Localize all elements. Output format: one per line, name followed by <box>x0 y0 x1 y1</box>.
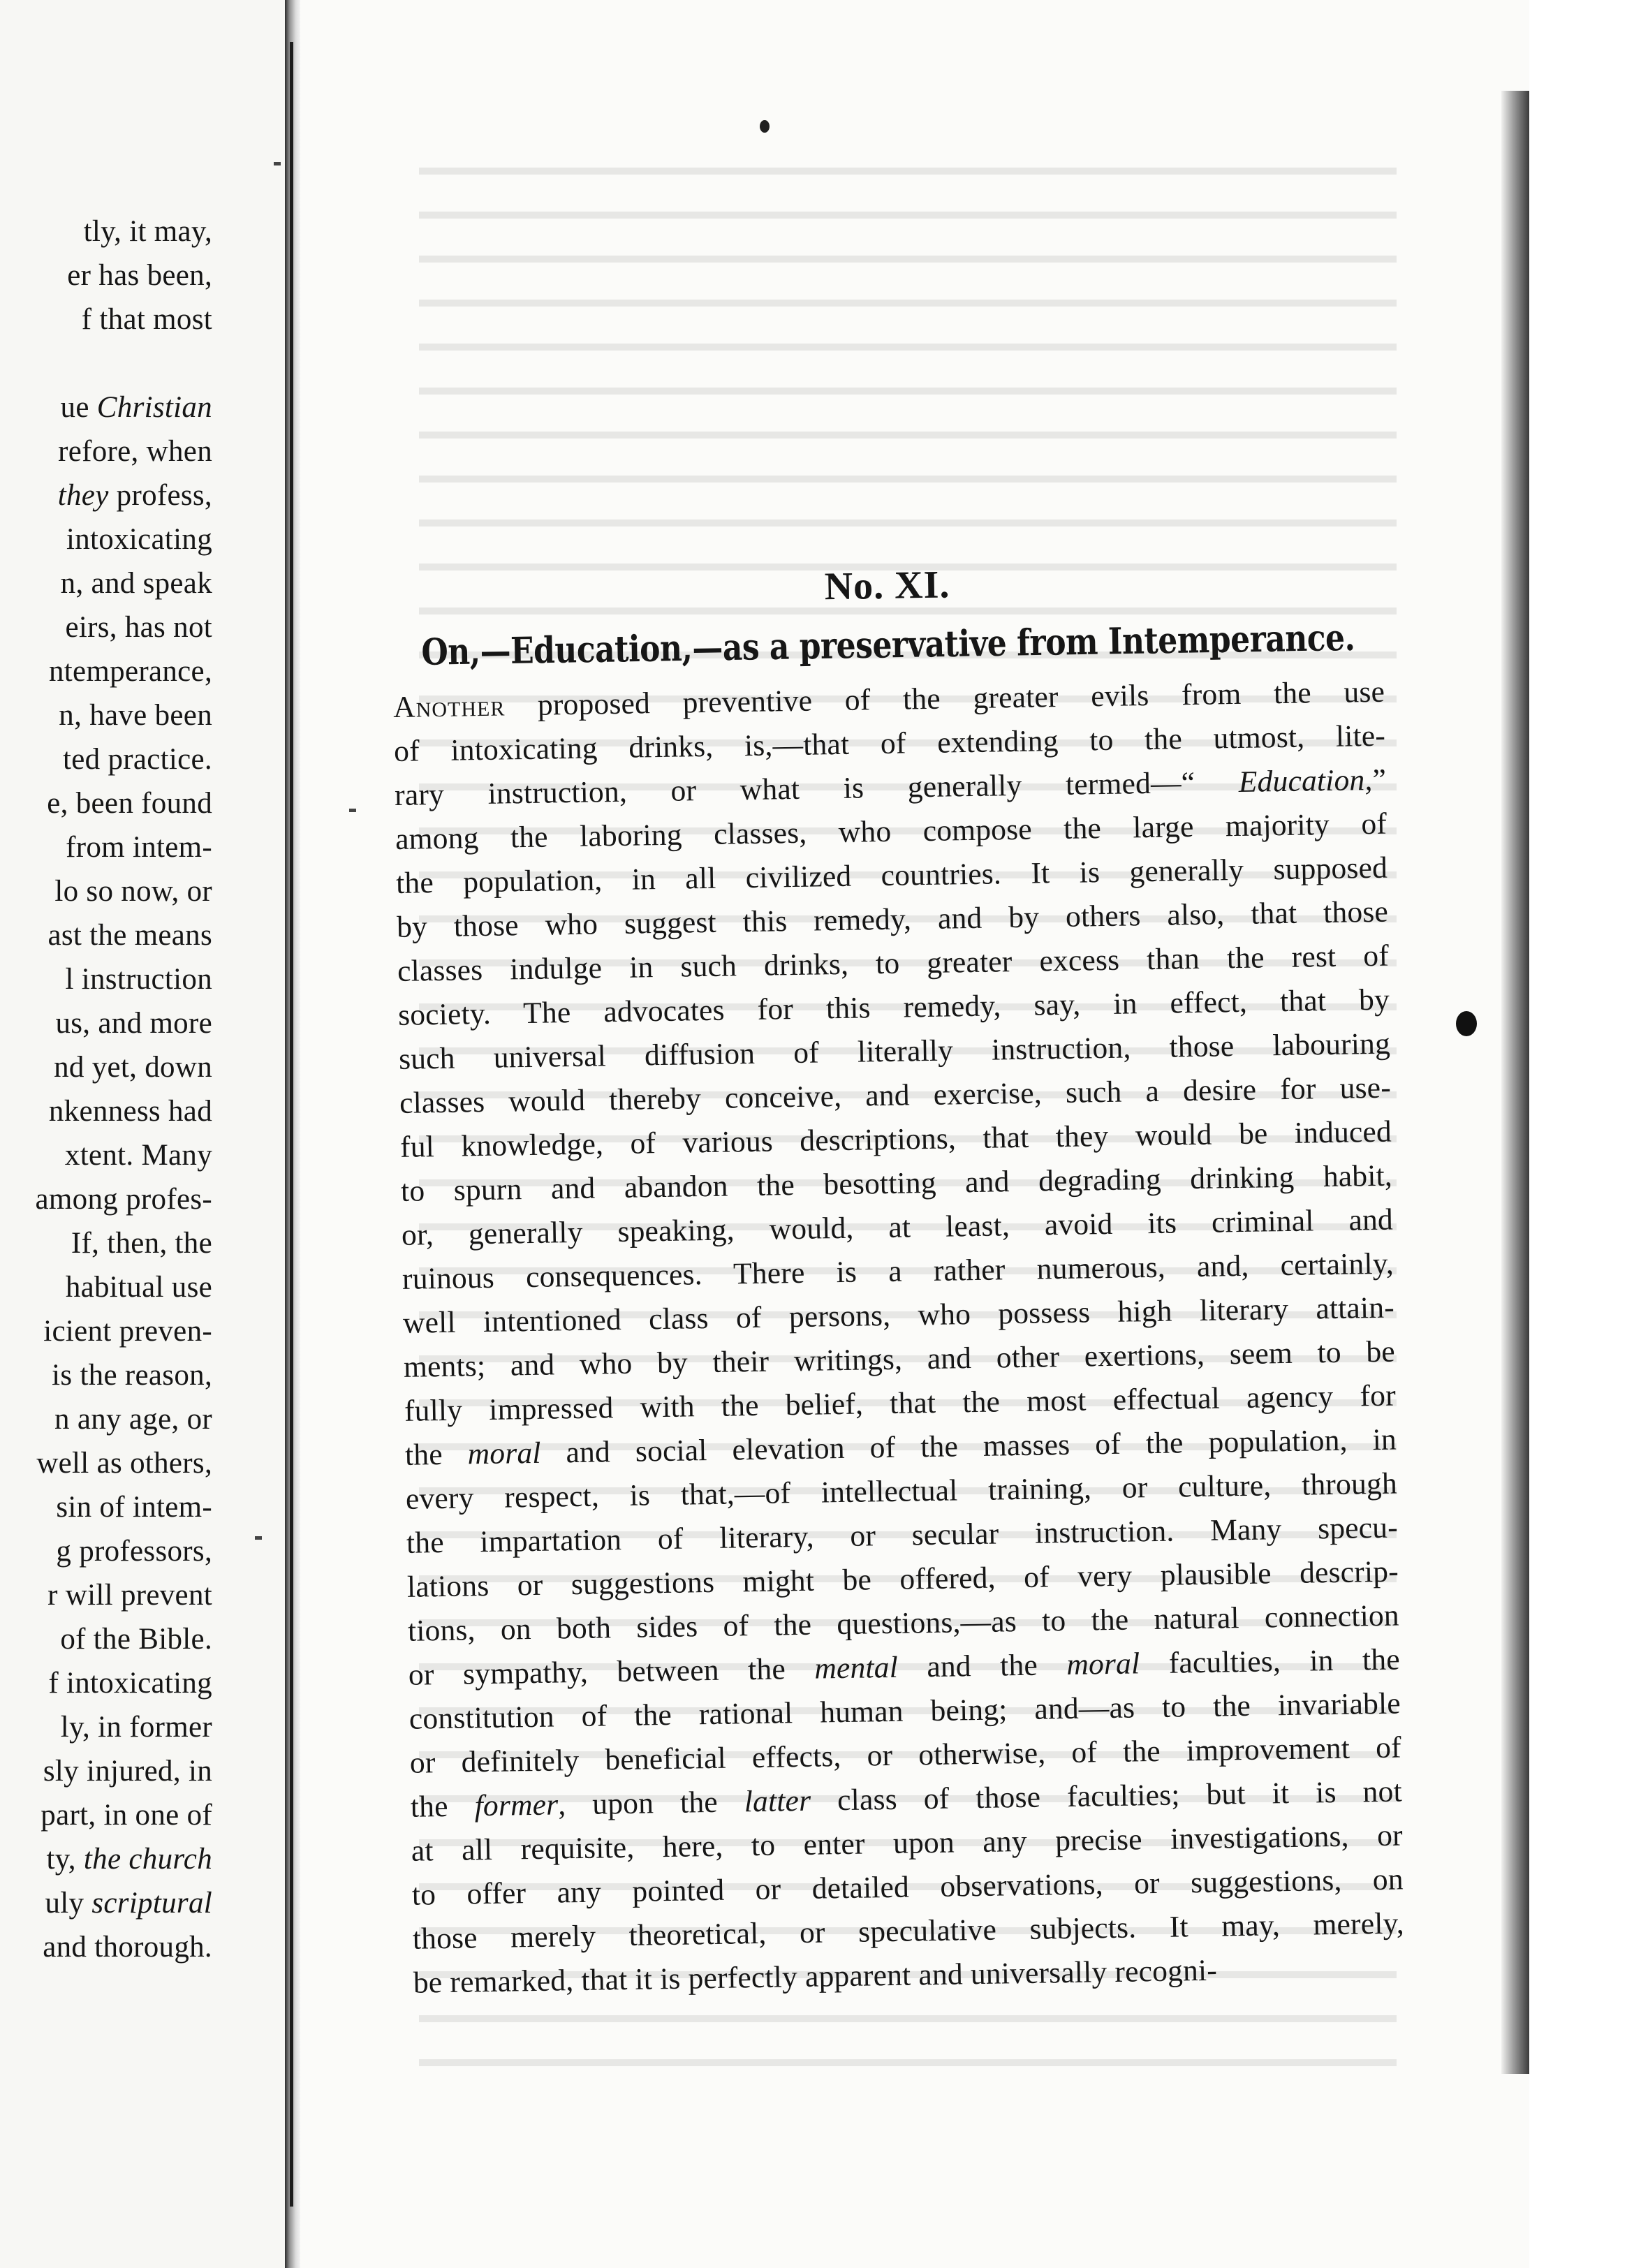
drop-word: Another <box>392 688 506 724</box>
left-text-line: among profes- <box>35 1183 212 1216</box>
left-text-line: well as others, <box>36 1447 212 1480</box>
left-text-line: part, in one of <box>41 1799 212 1832</box>
article-text-line: to offer any pointed or detailed observations, or suggestions, on <box>411 1862 1404 1912</box>
article-text-line: those merely theoretical, or speculative subjects. It may, merely, <box>412 1906 1405 1956</box>
left-text-line: ue Christian <box>60 391 212 424</box>
ink-spot <box>760 120 770 133</box>
article-text-line: the moral and social elevation of the masses of the population, in <box>404 1422 1397 1472</box>
left-text-line: e, been found <box>47 787 212 820</box>
left-text-line: f intoxicating <box>48 1667 212 1700</box>
article-text-line: among the laboring classes, who compose the large majority of <box>395 807 1388 856</box>
article-text-line: rary instruction, or what is generally termed—“ Education,” <box>394 763 1387 812</box>
article-text-line: well intentioned class of persons, who possess high literary attain- <box>402 1290 1395 1340</box>
article-text-line: by those who suggest this remedy, and by others also, that those <box>396 894 1389 944</box>
left-text-line: If, then, the <box>71 1227 212 1260</box>
article-text-line: or, generally speaking, would, at least, avoid its criminal and <box>401 1202 1394 1252</box>
left-text-line: uly scriptural <box>45 1887 212 1920</box>
article-text-line: society. The advocates for this remedy, say, in effect, that by <box>397 982 1390 1032</box>
article-text-line: every respect, is that,—of intellectual training, or culture, through <box>405 1466 1398 1516</box>
left-page-fragment <box>0 0 285 2268</box>
article-text-line: the population, in all civilized countries. It is generally supposed <box>395 850 1388 900</box>
left-text-line: nkenness had <box>48 1095 212 1128</box>
left-text-line: l instruction <box>65 963 212 996</box>
article-text-line: tions, on both sides of the questions,—as to the natural connection <box>407 1598 1400 1648</box>
article-text-line: be remarked, that it is perfectly apparent and universally recogni- <box>413 1953 1218 2000</box>
article-text-line: constitution of the rational human being; and—as to the invariable <box>408 1686 1401 1736</box>
left-text-line: habitual use <box>65 1271 212 1304</box>
left-text-line: tly, it may, <box>83 215 212 248</box>
article-body <box>393 670 1406 2005</box>
left-text-line <box>0 341 212 385</box>
left-text-line: ntemperance, <box>49 655 212 688</box>
left-text-line: ast the means <box>47 919 212 952</box>
left-text-line: us, and more <box>55 1007 212 1040</box>
left-text-line: xtent. Many <box>64 1139 212 1172</box>
left-text-line: ted practice. <box>63 743 212 776</box>
left-text-line: n, and speak <box>60 567 212 600</box>
ink-speck <box>274 162 281 165</box>
left-text-line: lo so now, or <box>54 875 212 908</box>
left-text-line: refore, when <box>58 435 212 468</box>
ink-speck <box>255 1536 262 1540</box>
article-text-line: Another proposed preventive of the greater evils from the use <box>392 675 1385 724</box>
left-text-line: f that most <box>81 303 212 336</box>
left-text-line: nd yet, down <box>54 1051 212 1084</box>
left-text-line: of the Bible. <box>60 1623 212 1656</box>
article-text-line: ful knowledge, of various descriptions, that they would be induced <box>399 1114 1392 1164</box>
gutter-shadow-line <box>290 42 293 2207</box>
left-text-line: is the reason, <box>52 1359 212 1392</box>
left-text-line: n, have been <box>59 699 212 732</box>
article-title: On,—Education,—as a preservative from Intemperance. <box>420 617 1355 674</box>
left-text-line: ly, in former <box>60 1711 212 1744</box>
article-text-line: or sympathy, between the mental and the moral faculties, in the <box>408 1642 1401 1692</box>
left-text-line: n any age, or <box>54 1403 212 1436</box>
article-text-line: or definitely beneficial effects, or otherwise, of the improvement of <box>409 1730 1402 1780</box>
left-text-line: ty, the church <box>46 1843 212 1876</box>
article-text-line: the impartation of literary, or secular instruction. Many specu- <box>406 1510 1399 1560</box>
article-text-line: at all requisite, here, to enter upon any precise investigations, or <box>411 1818 1404 1868</box>
article-text-line: such universal diffusion of literally instruction, those labouring <box>398 1026 1391 1076</box>
left-text-line: g professors, <box>56 1535 212 1568</box>
ink-speck <box>349 809 356 812</box>
left-page-text-column <box>0 209 212 1969</box>
left-text-line: intoxicating <box>66 523 212 556</box>
left-text-line: sly injured, in <box>43 1755 212 1788</box>
article-text-line: fully impressed with the belief, that the most effectual agency for <box>404 1378 1397 1428</box>
left-text-line: eirs, has not <box>65 611 212 644</box>
right-page-edge <box>1501 91 1529 2074</box>
left-text-line: sin of intem- <box>56 1491 212 1524</box>
left-text-line: from intem- <box>66 831 212 864</box>
article-text-line: ruinous consequences. There is a rather numerous, and, certainly, <box>402 1246 1394 1296</box>
left-text-line: er has been, <box>67 259 212 292</box>
article-text-line: lations or suggestions might be offered, of very plausible descrip- <box>406 1554 1399 1604</box>
article <box>391 550 1405 2005</box>
left-text-line: they profess, <box>57 479 212 512</box>
article-text-line: ments; and who by their writings, and other exertions, seem to be <box>403 1334 1396 1384</box>
scan-background <box>1529 0 1634 2268</box>
left-text-line: r will prevent <box>47 1579 212 1612</box>
article-text-line: to spurn and abandon the besotting and degrading drinking habit, <box>400 1158 1393 1208</box>
article-text-line: classes would thereby conceive, and exercise, such a desire for use- <box>399 1070 1392 1120</box>
article-text-line: of intoxicating drinks, is,—that of extending to the utmost, lite- <box>393 719 1386 768</box>
article-number: No. XI. <box>824 563 950 609</box>
article-text-line: classes indulge in such drinks, to greater excess than the rest of <box>397 938 1390 988</box>
left-text-line: icient preven- <box>43 1315 212 1348</box>
article-text-line: the former, upon the latter class of those faculties; but it is not <box>410 1774 1403 1824</box>
ink-blot <box>1456 1011 1477 1036</box>
left-text-line: and thorough. <box>43 1931 212 1964</box>
